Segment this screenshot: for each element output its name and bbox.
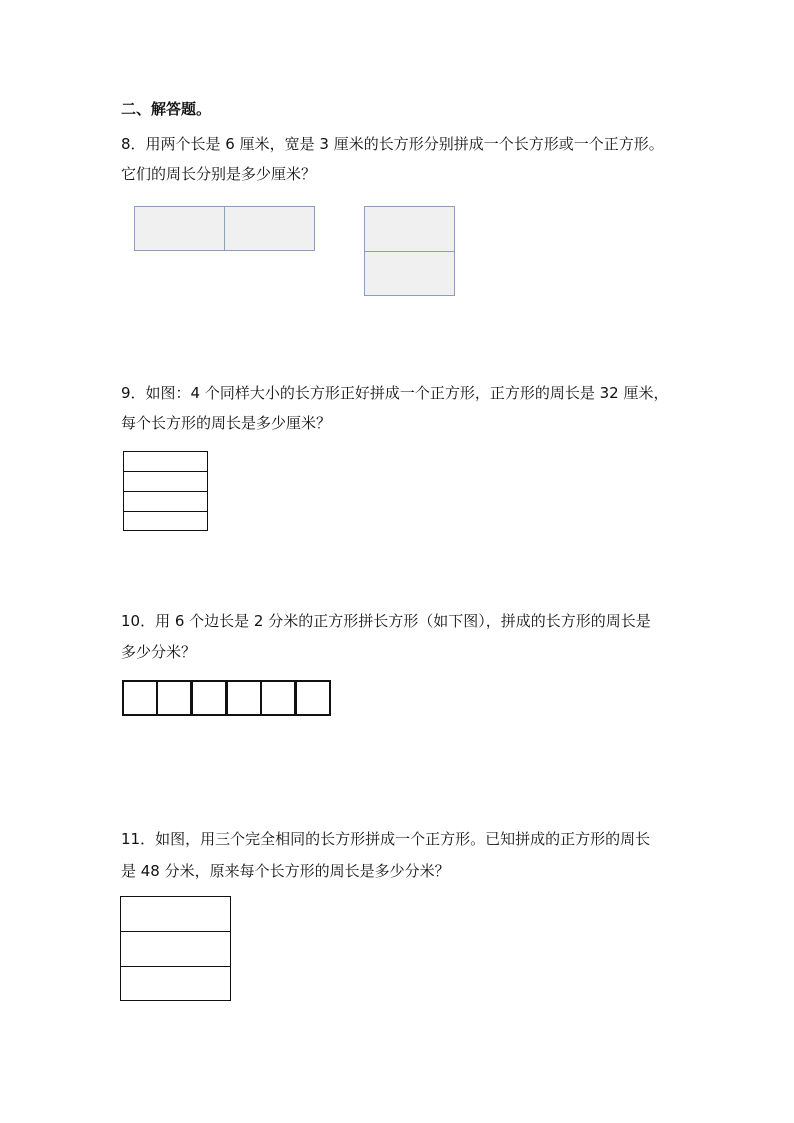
- figure-8-rect-top: [364, 206, 455, 252]
- figure-8-horizontal-rectangle: [134, 206, 315, 251]
- question-8-line-1: 8．用两个长是 6 厘米，宽是 3 厘米的长方形分别拼成一个长方形或一个正方形。: [121, 135, 664, 153]
- figure-9-rect-3: [123, 491, 208, 512]
- question-9-line-1: 9．如图：4 个同样大小的长方形正好拼成一个正方形，正方形的周长是 32 厘米，: [121, 384, 669, 402]
- question-11-line-2: 是 48 分米，原来每个长方形的周长是多少分米？: [121, 862, 450, 880]
- question-11-line-1: 11．如图，用三个完全相同的长方形拼成一个正方形。已知拼成的正方形的周长: [121, 830, 651, 848]
- figure-11-rect-2: [120, 931, 231, 967]
- figure-8-stacked-square: [364, 206, 455, 296]
- figure-8-rect-left: [134, 206, 225, 251]
- question-8-line-2: 它们的周长分别是多少厘米？: [121, 165, 317, 183]
- figure-8-rect-bottom: [364, 251, 455, 296]
- figure-10-square-5: [260, 680, 296, 716]
- figure-10-square-6: [295, 680, 331, 716]
- question-10-line-2: 多少分米？: [121, 643, 197, 661]
- figure-11-three-rectangles: [120, 896, 231, 1001]
- question-10-line-1: 10．用 6 个边长是 2 分米的正方形拼长方形（如下图），拼成的长方形的周长是: [121, 612, 651, 630]
- figure-10-square-4: [226, 680, 262, 716]
- section-title: 二、解答题。: [121, 100, 212, 118]
- figure-10-square-3: [191, 680, 227, 716]
- figure-10-square-1: [122, 680, 158, 716]
- figure-9-rect-2: [123, 471, 208, 492]
- figure-11-rect-3: [120, 966, 231, 1001]
- figure-10-six-squares: [122, 680, 331, 716]
- figure-9-rect-4: [123, 511, 208, 531]
- figure-9-rect-1: [123, 451, 208, 472]
- figure-8-rect-right: [224, 206, 315, 251]
- figure-10-square-2: [156, 680, 192, 716]
- figure-11-rect-1: [120, 896, 231, 932]
- question-9-line-2: 每个长方形的周长是多少厘米？: [121, 414, 332, 432]
- figure-9-four-rectangles: [123, 451, 208, 531]
